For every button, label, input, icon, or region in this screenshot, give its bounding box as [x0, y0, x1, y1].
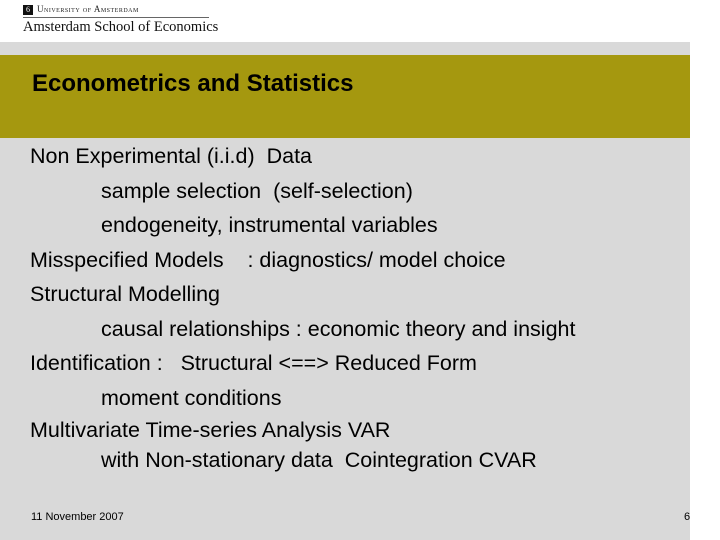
- sub-bullet-line: endogeneity, instrumental variables: [101, 213, 438, 237]
- bullet-line: Non Experimental (i.i.d) Data: [30, 144, 312, 168]
- bullet-line: Structural Modelling: [30, 282, 221, 306]
- sub-bullet-line: sample selection (self-selection): [101, 178, 413, 203]
- bullet-line: Multivariate Time-series Analysis VAR: [30, 418, 391, 442]
- university-name: University of Amsterdam: [37, 4, 139, 14]
- logo-divider: [23, 17, 209, 18]
- page-number: 6: [684, 511, 691, 523]
- school-name: Amsterdam School of Economics: [23, 19, 219, 35]
- university-logo-icon: 6: [23, 5, 33, 15]
- sub-bullet-line: moment conditions: [101, 385, 282, 410]
- slide-title: Econometrics and Statistics: [32, 70, 354, 97]
- bullet-line: Identification : Structural <==> Reduced Form: [30, 351, 477, 375]
- slide-content: [30, 139, 680, 475]
- header-bar: [0, 0, 720, 42]
- footer-date: 11 November 2007: [31, 511, 124, 523]
- bullet-line: Misspecified Models : diagnostics/ model choice: [30, 247, 506, 272]
- sub-bullet-line: with Non-stationary data Cointegration CVAR: [101, 448, 537, 472]
- sub-bullet-line: causal relationships : economic theory and insight: [101, 316, 576, 341]
